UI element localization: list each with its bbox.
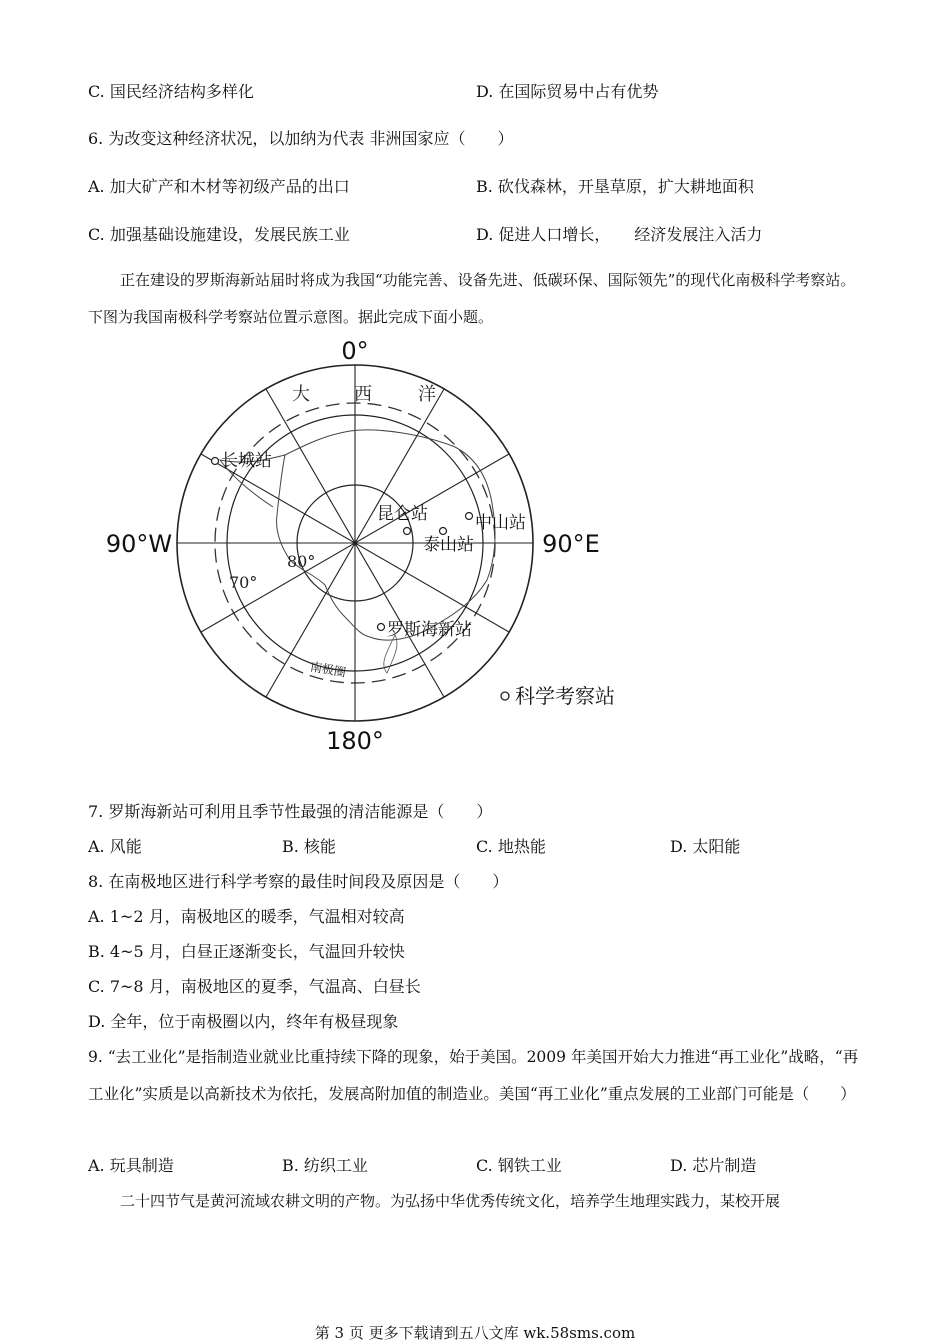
q5-option-c: C. 国民经济结构多样化 bbox=[88, 82, 254, 101]
q7-option-c: C. 地热能 bbox=[476, 837, 546, 856]
q6-option-b: B. 砍伐森林，开垦草原，扩大耕地面积 bbox=[476, 177, 754, 196]
meridian-0-label: 0° bbox=[341, 337, 369, 365]
q5-option-d: D. 在国际贸易中占有优势 bbox=[476, 82, 659, 101]
page-footer: 第 3 页 更多下载请到五八文库 wk.58sms.com bbox=[314, 1324, 636, 1342]
station-marker-zhongshan bbox=[466, 513, 473, 520]
q9-option-d: D. 芯片制造 bbox=[670, 1156, 757, 1175]
q6-stem: 6. 为改变这种经济状况，以加纳为代表 非洲国家应（ ） bbox=[88, 129, 514, 148]
ocean-label-char-3: 洋 bbox=[418, 384, 436, 405]
q6-option-d: D. 促进人口增长， 经济发展注入活力 bbox=[476, 225, 763, 244]
station-marker-great-wall bbox=[212, 458, 219, 465]
station-label-taishan: 泰山站 bbox=[423, 535, 474, 555]
q8-option-a: A. 1~2 月，南极地区的暖季，气温相对较高 bbox=[88, 907, 405, 926]
q7-option-a: A. 风能 bbox=[88, 837, 142, 856]
next-section-paragraph: 二十四节气是黄河流域农耕文明的产物。为弘扬中华优秀传统文化，培养学生地理实践力，某校开展 bbox=[120, 1192, 781, 1210]
station-label-zhongshan: 中山站 bbox=[475, 513, 526, 533]
antarctic-circle-label: 南极圈 bbox=[309, 659, 347, 680]
q6-option-a: A. 加大矿产和木材等初级产品的出口 bbox=[88, 177, 350, 196]
ocean-label-char-1: 大 bbox=[292, 384, 310, 405]
station-marker-kunlun bbox=[404, 528, 411, 535]
q9-option-b: B. 纺织工业 bbox=[282, 1156, 368, 1175]
station-label-great-wall: 长城站 bbox=[221, 451, 272, 471]
q8-option-d: D. 全年，位于南极圈以内，终年有极昼现象 bbox=[88, 1012, 399, 1031]
q6-option-c: C. 加强基础设施建设，发展民族工业 bbox=[88, 225, 350, 244]
legend-label: 科学考察站 bbox=[515, 684, 615, 708]
intro-paragraph: 正在建设的罗斯海新站届时将成为我国“功能完善、设备先进、低碳环保、国际领先”的现代化南极科学考察站。下图为我国南极科学考察站位置示意图。据此完成下面小题。 bbox=[88, 271, 856, 326]
q7-option-b: B. 核能 bbox=[282, 837, 336, 856]
q9-option-a: A. 玩具制造 bbox=[88, 1156, 174, 1175]
q9-stem: 9. “去工业化”是指制造业就业比重持续下降的现象，始于美国。2009 年美国开始大力推进“再工业化”战略，“再工业化”实质是以高新技术为依托，发展高附加值的制造业。美国“再工业化”重点发展的工业部门可能是（ ） bbox=[88, 1048, 859, 1103]
station-marker-ross-sea bbox=[378, 624, 385, 631]
station-label-kunlun: 昆仑站 bbox=[377, 504, 428, 524]
latitude-80-label: 80° bbox=[287, 552, 316, 571]
latitude-70-label: 70° bbox=[229, 573, 258, 592]
q8-stem: 8. 在南极地区进行科学考察的最佳时间段及原因是（ ） bbox=[88, 872, 509, 891]
meridian-180-label: 180° bbox=[326, 727, 384, 755]
q7-option-d: D. 太阳能 bbox=[670, 837, 741, 856]
station-marker-taishan bbox=[440, 528, 447, 535]
meridian-90e-label: 90°E bbox=[542, 530, 600, 558]
legend-station-icon bbox=[501, 692, 509, 700]
ocean-label-char-2: 西 bbox=[354, 384, 372, 405]
q7-stem: 7. 罗斯海新站可利用且季节性最强的清洁能源是（ ） bbox=[88, 802, 493, 821]
station-label-ross-sea: 罗斯海新站 bbox=[387, 620, 472, 640]
antarctic-station-map bbox=[95, 335, 635, 765]
meridian-90w-label: 90°W bbox=[105, 530, 173, 558]
q9-option-c: C. 钢铁工业 bbox=[476, 1156, 562, 1175]
q8-option-c: C. 7~8 月，南极地区的夏季，气温高、白昼长 bbox=[88, 977, 421, 996]
q8-option-b: B. 4~5 月，白昼正逐渐变长，气温回升较快 bbox=[88, 942, 405, 961]
